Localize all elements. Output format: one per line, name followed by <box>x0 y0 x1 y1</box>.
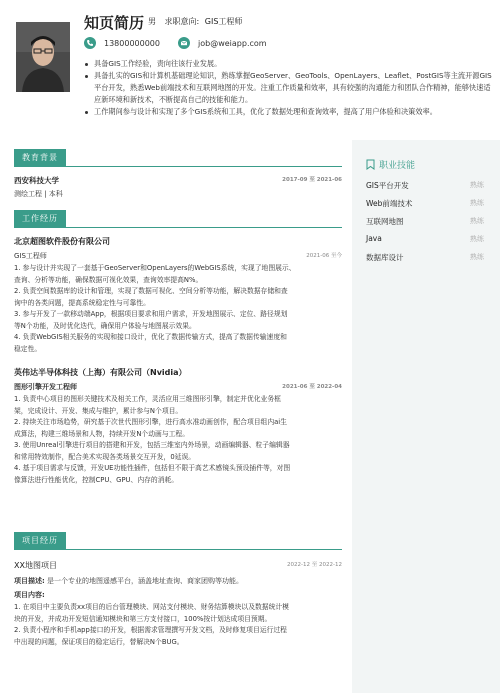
person-photo-icon <box>16 22 70 92</box>
full-name: 知页简历 <box>84 14 145 32</box>
email-contact <box>178 37 267 49</box>
section-title: 教育背景 <box>14 149 66 166</box>
duty-line: 稳定性。 <box>14 344 42 353</box>
skill-name: Java <box>366 234 382 243</box>
phone-icon <box>84 37 96 49</box>
duty-line: 架，完成设计、开发、集成与维护，累计参与N个项目。 <box>14 406 183 415</box>
duty-line: 1. 参与设计并实现了一套基于GeoServer和OpenLayers的WebGIS系统，实现了地图展示、 <box>14 264 296 272</box>
job-entry <box>14 236 342 355</box>
phone-contact <box>84 37 160 49</box>
duty-line: 4. 基于项目需求与反馈，开发UE功能性插件，包括但不限于高艺术感镜头预设插件等，对图 <box>14 464 291 472</box>
skill-level: 熟练 <box>470 235 484 243</box>
project-lines <box>14 602 342 648</box>
duty-line: 4. 负责WebGIS相关服务的实现和接口设计，优化了数据传输方式，提高了数据传输速度和 <box>14 333 287 341</box>
education-section <box>14 145 342 199</box>
project-desc-row <box>14 576 342 586</box>
project-date: 2022-12 至 2022-12 <box>287 562 342 568</box>
skill-level: 熟练 <box>470 253 484 261</box>
section-title: 项目经历 <box>14 532 66 549</box>
duty-line: 3. 参与开发了一款移动端App，根据项目要求和用户需求，开发地图展示、定位、路径规划 <box>14 310 288 318</box>
duty-line: 2. 负责空间数据库的设计和管理，实现了数据可视化、空间分析等功能，解决数据存储和查 <box>14 287 288 295</box>
bookmark-icon <box>366 159 375 170</box>
intent-value: GIS工程师 <box>204 17 243 26</box>
resume-header <box>0 0 500 140</box>
skill-item <box>366 198 490 209</box>
section-divider <box>14 166 342 167</box>
job-role-row <box>14 251 342 261</box>
intent-label: 求职意向: <box>164 17 200 26</box>
project-line: 中出现的问题，保证项目的稳定运行，替解决N个BUG。 <box>14 637 184 646</box>
skill-item <box>366 252 490 263</box>
skill-item <box>366 180 490 191</box>
phone-number: 13800000000 <box>104 38 160 48</box>
project-name: XX地图项目 <box>14 561 57 570</box>
education-date: 2017-09 至 2021-06 <box>282 177 342 183</box>
section-divider <box>14 549 342 550</box>
project-section <box>14 528 342 648</box>
school-row <box>14 175 342 186</box>
project-line: 1. 在项目中主要负责xx项目的后台管理模块、网站支付模块、财务结算模块以及数据统计模 <box>14 603 289 611</box>
duty-line: 查询、分析等功能，确保数据可视化效果，查询效率提高N%。 <box>14 275 203 284</box>
project-line: 块的开发，并成功开发短信通知模块和第三方支付接口，100%按计划达成项目预期。 <box>14 614 272 623</box>
duty-line: 等N个功能，及时优化迭代，确保用户体验与地图展示效果。 <box>14 321 196 330</box>
skill-level: 熟练 <box>470 217 484 225</box>
section-title: 工作经历 <box>14 210 66 227</box>
summary-item: 工作期间参与设计和实现了多个GIS系统和工具，优化了数据处理和查询效率，提高了用户体验和决策效率。 <box>84 106 494 118</box>
duty-line: 像算法进行性能优化，控制CPU、GPU、内存的消耗。 <box>14 475 179 484</box>
skill-item <box>366 216 490 227</box>
duty-line: 询中的各类问题，提高系统稳定性与可靠性。 <box>14 298 150 307</box>
company-name: 北京超图软件股份有限公司 <box>14 237 110 246</box>
summary-list <box>84 58 494 118</box>
project-entry <box>14 560 342 648</box>
job-date: 2021-06 至 2022-04 <box>282 384 342 390</box>
project-desc-label: 项目描述: <box>14 577 45 585</box>
skill-name: Web前端技术 <box>366 199 413 208</box>
duty-line: 1. 负责中心项目的图形关键技术及相关工作，灵活应用三维图形引擎，制定并优化业务框 <box>14 395 281 403</box>
avatar <box>16 22 70 92</box>
skill-item <box>366 234 490 243</box>
project-desc: 是一个专业的地图遥感平台，涵盖地址查询、商家团购等功能。 <box>47 577 244 585</box>
summary-item: 具备扎实的GIS和计算机基础理论知识，熟练掌握GeoServer、GeoTools、OpenLayers、Leaflet、PostGIS等主流开源GIS平台开发，熟悉Web前端技术和互联网地图的开发。注重工作质量和效率，具有较强的沟通能力和团队合作精神，能够快速适应新环境和新技术，不断提高自己的技能和能力。 <box>84 70 494 106</box>
project-resp-label: 项目内容: <box>14 591 45 599</box>
skill-name: 互联网地图 <box>366 217 404 226</box>
duty-line: 3. 使用Unreal引擎进行项目的搭建和开发，包括三维室内外场景，动画编辑器、粒子编辑器 <box>14 441 290 449</box>
skill-level: 熟练 <box>470 181 484 189</box>
skill-level: 熟练 <box>470 199 484 207</box>
duty-line: 成算法，构建三维场景和人物，持续开发N个动画与工程。 <box>14 429 190 438</box>
job-entry <box>14 367 342 486</box>
job-role: 图形引擎开发工程师 <box>14 383 77 391</box>
work-section <box>14 206 342 486</box>
mail-icon <box>178 37 190 49</box>
skills-title <box>366 158 415 171</box>
school-name: 西安科技大学 <box>14 176 59 185</box>
duty-line: 2. 持续关注市场趋势，研究基于次世代图形引擎，进行高水准动画创作，配合项目组内ai生 <box>14 418 287 426</box>
summary-item: 具备GIS工作经验，责向往该行业发展。 <box>84 58 494 70</box>
job-role: GIS工程师 <box>14 252 47 260</box>
job-role-row <box>14 382 342 392</box>
company-name: 英伟达半导体科技（上海）有限公司（Nvidia） <box>14 368 187 377</box>
skills-column <box>352 140 500 693</box>
job-duties <box>14 394 342 486</box>
major: 测绘工程 | 本科 <box>14 190 63 198</box>
skills-title-text: 职业技能 <box>379 161 416 171</box>
job-duties <box>14 263 342 355</box>
duty-line: 和常用特效制作，配合美术实现各类场景交互开发，0延误。 <box>14 452 196 461</box>
gender: 男 <box>148 17 156 26</box>
profile-line <box>148 16 242 27</box>
email-address[interactable]: job@weiapp.com <box>198 38 267 48</box>
project-name-row <box>14 560 342 571</box>
section-divider <box>14 227 342 228</box>
job-date: 2021-06 至今 <box>306 253 342 259</box>
skill-name: 数据库设计 <box>366 253 404 262</box>
skill-name: GIS平台开发 <box>366 181 409 190</box>
project-line: 2. 负责小程序和手机app接口的开发，根据需求管理撰写开发文档，及时修复项目运行过程 <box>14 626 287 634</box>
